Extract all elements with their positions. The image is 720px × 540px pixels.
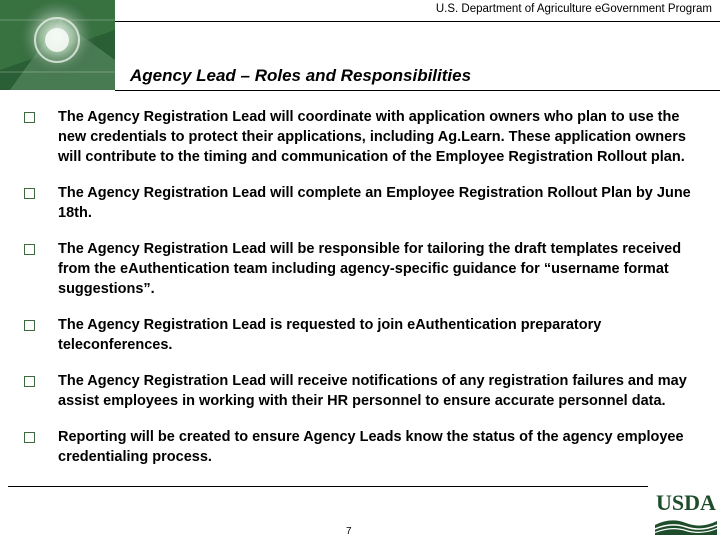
header-divider [115,21,720,22]
bullet-text: The Agency Registration Lead will coordinate with application owners who plan to use the new credentials to protect their applications, including Ag.Learn. These application owners will contribute to the timing and communication of the Employee Registration Rollout plan. [58,109,686,165]
bullet-text: The Agency Registration Lead will receive notifications of any registration failures and may assist employees in working with their HR personnel to ensure accurate personnel data. [58,373,687,409]
checkbox-bullet-icon [24,112,35,123]
bullet-text: The Agency Registration Lead will be responsible for tailoring the draft templates received from the eAuthentication team including agency-specific guidance for “username format suggestions”. [58,241,682,297]
bullet-text: Reporting will be created to ensure Agency Leads know the status of the agency employee credentialing process. [58,429,684,465]
page-number: 7 [346,526,352,537]
bullet-text: The Agency Registration Lead is requested to join eAuthentication preparatory teleconferences. [58,317,602,353]
usda-logo [655,491,717,537]
program-title: U.S. Department of Agriculture eGovernment Program [435,3,712,15]
bullet-item [16,315,706,355]
usda-building-graphic [0,0,115,90]
bullet-list [16,107,706,483]
bullet-item [16,239,706,299]
bullet-item [16,371,706,411]
bullet-item [16,427,706,467]
checkbox-bullet-icon [24,376,35,387]
checkbox-bullet-icon [24,244,35,255]
usda-hills-icon [655,515,717,535]
footer-divider [8,486,648,487]
checkbox-bullet-icon [24,432,35,443]
title-divider [115,90,720,91]
bullet-item [16,107,706,167]
corner-graphic [0,0,115,90]
bullet-text: The Agency Registration Lead will complete an Employee Registration Rollout Plan by June 18th. [58,185,691,221]
slide-title: Agency Lead – Roles and Responsibilities [130,66,472,85]
bullet-item [16,183,706,223]
checkbox-bullet-icon [24,188,35,199]
checkbox-bullet-icon [24,320,35,331]
usda-logo-text: USDA [656,490,716,515]
